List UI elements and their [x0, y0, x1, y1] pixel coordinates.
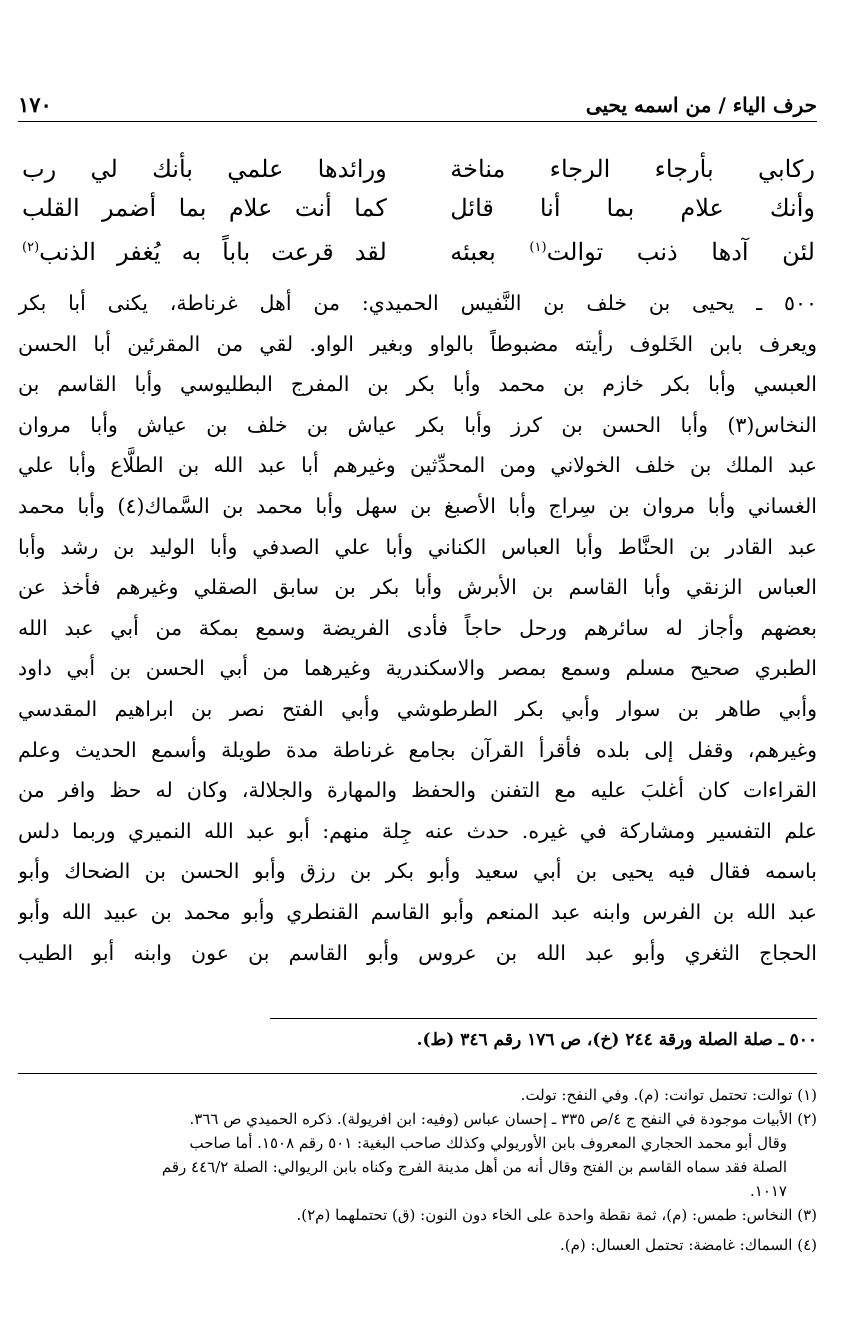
- footnote: (١) توالت: تحتمل توانت: (م). وفي النفح: تولت.: [520, 1086, 817, 1104]
- entry-line: ويعرف بابن الخَلوف رأيته مضبوطاً بالواو وبغير الواو. لقي من المقرئين أبا الحسن: [18, 331, 817, 356]
- footnote-continuation: وقال أبو محمد الحجاري المعروف بابن الأوريولي وكذلك صاحب البغية: ٥٠١ رقم ١٥٠٨. أما صاحب: [189, 1134, 787, 1152]
- entry-line: ٥٠٠ ـ يحيى بن خلف بن النَّفيس الحميدي: من أهل غرناطة، يكنى أبا بكر: [18, 291, 817, 315]
- page-number: ١٧٠: [18, 92, 52, 117]
- verse-second-hemistich: [22, 228, 387, 267]
- source-note: ٥٠٠ ـ صلة الصلة ورقة ٢٤٤ (خ)، ص ١٧٦ رقم ٣٤٦ (ط).: [416, 1030, 817, 1050]
- footnote-continuation: الصلة فقد سماه القاسم بن الفتح وقال أنه من أهل مدينة الفرج وكناه بابن الريوالي: الصلة ٤٤٦/٢ رقم: [161, 1158, 787, 1176]
- entry-line: العباس الزنقي وأبا القاسم بن الأبرش وأبا بكر بن سابق الصقلي وغيرهم فأخذ عن: [18, 575, 817, 600]
- verse-second-hemistich: كما أنت علام بما أضمر القلب: [22, 194, 387, 222]
- footnote: (٤) السماك: غامضة: تحتمل العسال: (م).: [560, 1236, 817, 1254]
- verse-first-hemistich: وأنك علام بما أنا قائل: [450, 194, 815, 222]
- hemistich-text: بعبئه: [450, 238, 530, 266]
- footnote-continuation: ١٠١٧.: [749, 1182, 787, 1200]
- divider: [270, 1018, 817, 1019]
- entry-line: القراءات كان أغلبَ عليه مع التفنن والحفظ والمهارة والجلالة، وكان له حظ وافر من: [18, 778, 817, 803]
- entry-line: وأبي طاهر بن سوار وأبي بكر الطرطوشي وأبي الفتح نصر بن ابراهيم المقدسي: [18, 696, 817, 721]
- hemistich-text: لئن آدها ذنب توالت: [546, 238, 815, 266]
- entry-line: عبد الملك بن خلف الخولاني ومن المحدِّثين وغيرهم أبا عبد الله بن الطلَّاع وأبا علي: [18, 453, 817, 478]
- entry-line: الطبري صحيح مسلم وسمع بمصر والاسكندرية وغيرهما من أبي الحسن بن أبي داود: [18, 656, 817, 681]
- footnotes: [18, 1083, 817, 1257]
- entry-line: عبد الله بن الفرس وابنه عبد المنعم وأبو القاسم القنطري وأبو محمد بن عبيد الله وأبو: [18, 899, 817, 924]
- entry-line: وغيرهم، وقفل إلى بلده فأقرأ القرآن بجامع غرناطة مدة طويلة وأسمع الحديث وعلم: [18, 737, 817, 762]
- hemistich-text: لقد قرعت باباً به يُغفر الذنب: [39, 238, 387, 266]
- entry-line: بعضهم وأجاز له سائرهم ورحل حاجاً فأدى الفريضة وسمع بمكة من أبي عبد الله: [18, 615, 817, 640]
- entry-line: عبد القادر بن الحنَّاط وأبا العباس الكناني وأبا علي الصدفي وأبا الوليد بن رشد وأبا: [18, 534, 817, 559]
- footnote: (٢) الأبيات موجودة في النفح ج ٤/ص ٣٣٥ ـ إحسان عباس (وفيه: ابن افريولة). ذكره الحميدي ص ٣٦٦.: [189, 1110, 817, 1128]
- entry-line: الغساني وأبا مروان بن سِراج وأبا الأصبغ بن سهل وأبا محمد بن السَّماك(٤) وأبا محمد: [18, 493, 817, 518]
- verse-first-hemistich: ركابي بأرجاء الرجاء مناخة: [450, 155, 815, 183]
- footnote: (٣) النخاس: طمس: (م)، ثمة نقطة واحدة على الخاء دون النون: (ق) تحتملهما (م٢).: [296, 1206, 817, 1224]
- divider: [18, 1073, 817, 1074]
- poem-verse: [22, 228, 815, 267]
- verse-second-hemistich: ورائدها علمي بأنك لي رب: [22, 155, 387, 183]
- entry-line: العبسي وأبا بكر خازم بن محمد وأبا بكر بن المفرج البطليوسي وأبا القاسم بن: [18, 372, 817, 397]
- poem: [22, 150, 815, 267]
- entry-line: باسمه فقال فيه يحيى بن أبي سعيد وأبو بكر بن رزق وأبو الحسن بن الضحاك وأبو: [18, 859, 817, 884]
- footnote-ref[interactable]: (١): [529, 240, 547, 255]
- entry-line: علم التفسير ومشاركة في غيره. حدث عنه جِلة منهم: أبو عبد الله النميري وربما دلس: [18, 818, 817, 843]
- entry-line: النخاس(٣) وأبا الحسن بن كرز وأبا بكر عياش بن خلف بن عياش وأبا مروان: [18, 412, 817, 437]
- entry-line: الحجاج الثغري وأبو عبد الله بن عروس وأبو القاسم بن عون وابنه أبو الطيب: [18, 940, 817, 965]
- verse-first-hemistich: [450, 228, 815, 267]
- page-header: [18, 88, 817, 122]
- running-title: حرف الياء / من اسمه يحيى: [585, 93, 817, 117]
- biography-entry: [18, 283, 817, 973]
- poem-verse: [22, 189, 815, 228]
- poem-verse: [22, 150, 815, 189]
- footnote-ref[interactable]: (٢): [22, 240, 40, 255]
